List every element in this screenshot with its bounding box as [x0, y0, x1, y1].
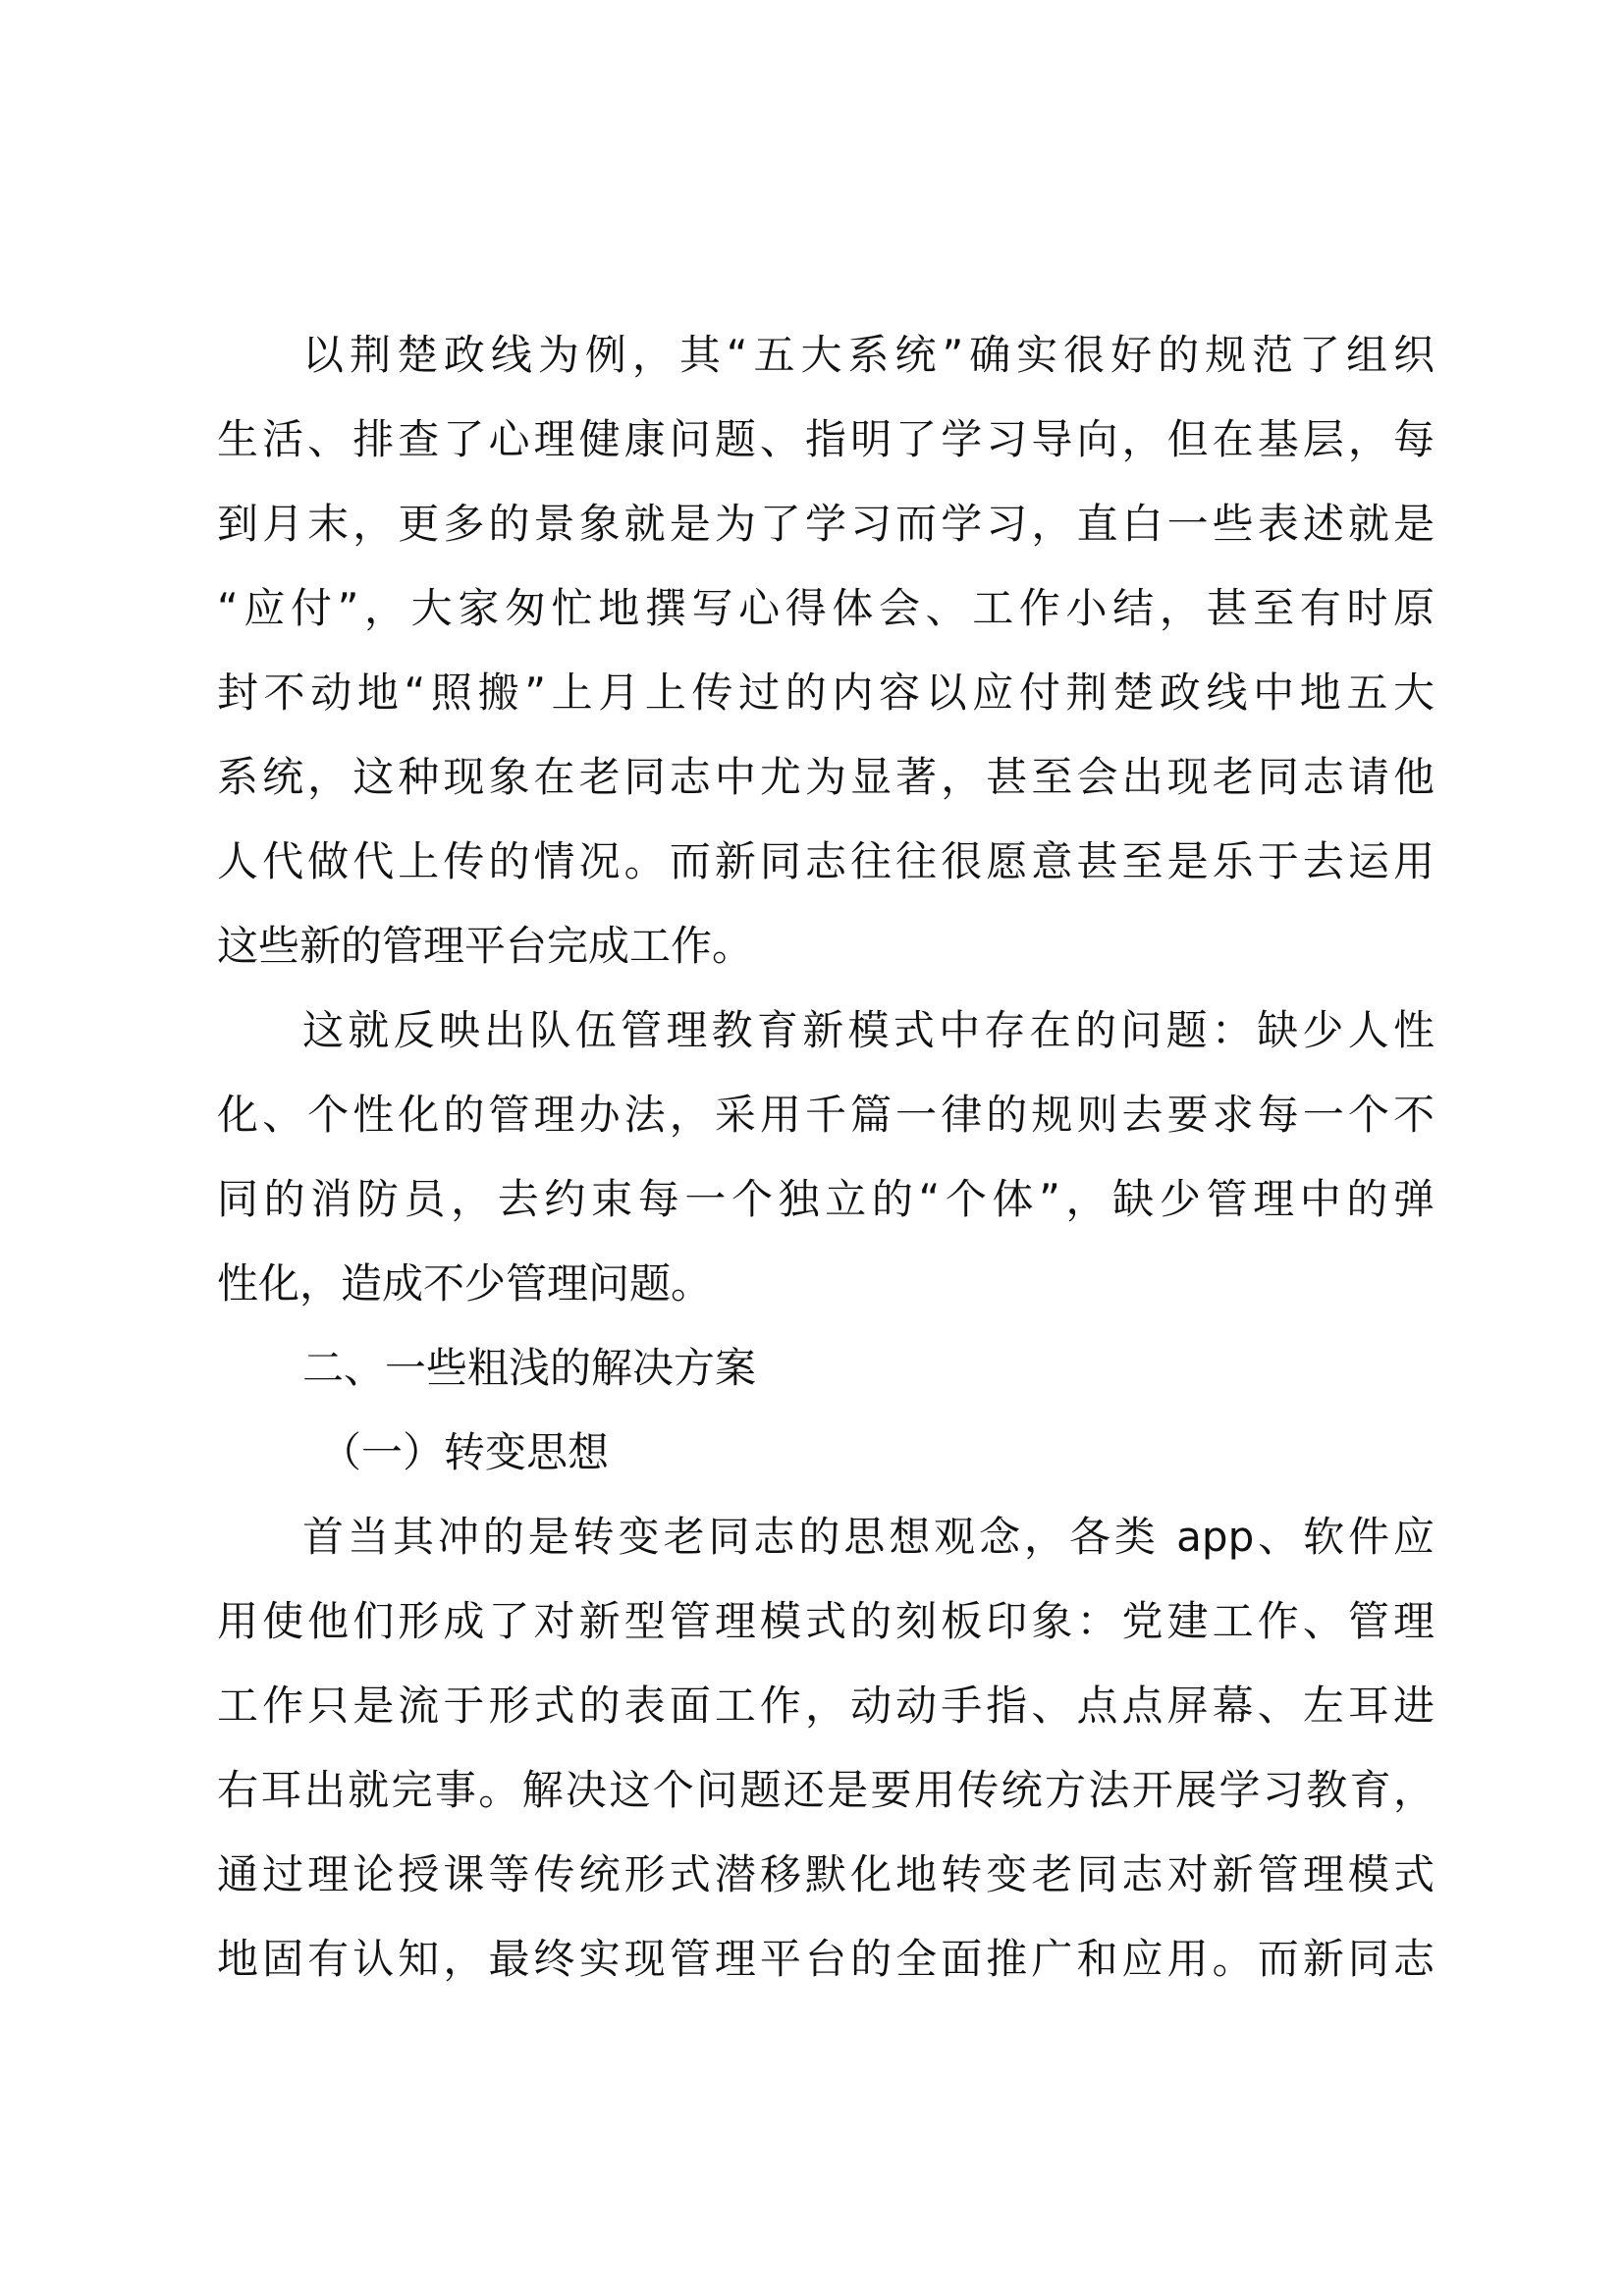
subsection-heading: （一）转变思想 [320, 1428, 610, 1476]
section-heading: 二、一些粗浅的解决方案 [302, 1344, 757, 1392]
paragraph-line: 地固有认知，最终实现管理平台的全面推广和应用。而新同志 [217, 1935, 1435, 1983]
paragraph-line: 首当其冲的是转变老同志的思想观念，各类 app、软件应 [302, 1513, 1435, 1561]
paragraph-line: 人代做代上传的情况。而新同志往往很愿意甚至是乐于去运用 [217, 837, 1435, 885]
paragraph-line: 化、个性化的管理办法，采用千篇一律的规则去要求每一个不 [217, 1091, 1435, 1139]
paragraph-line: 性化，造成不少管理问题。 [217, 1259, 713, 1308]
paragraph-line: 用使他们形成了对新型管理模式的刻板印象：党建工作、管理 [217, 1597, 1435, 1645]
paragraph-line: 以荆楚政线为例，其“五大系统”确实很好的规范了组织 [302, 331, 1435, 379]
paragraph-line: 这就反映出队伍管理教育新模式中存在的问题：缺少人性 [302, 1006, 1435, 1054]
paragraph-line: 生活、排查了心理健康问题、指明了学习导向，但在基层，每 [217, 415, 1435, 463]
paragraph-line: 工作只是流于形式的表面工作，动动手指、点点屏幕、左耳进 [217, 1682, 1435, 1730]
paragraph-line: 系统，这种现象在老同志中尤为显著，甚至会出现老同志请他 [217, 753, 1435, 801]
paragraph-line: 右耳出就完事。解决这个问题还是要用传统方法开展学习教育， [217, 1766, 1435, 1814]
paragraph-line: 同的消防员，去约束每一个独立的“个体”，缺少管理中的弹 [217, 1175, 1435, 1223]
paragraph-line: 到月末，更多的景象就是为了学习而学习，直白一些表述就是 [217, 500, 1435, 548]
paragraph-line: 封不动地“照搬”上月上传过的内容以应付荆楚政线中地五大 [217, 668, 1435, 717]
paragraph-line: 这些新的管理平台完成工作。 [217, 922, 754, 970]
paragraph-line: “应付”，大家匆忙地撰写心得体会、工作小结，甚至有时原 [217, 584, 1435, 632]
paragraph-line: 通过理论授课等传统形式潜移默化地转变老同志对新管理模式 [217, 1850, 1435, 1898]
